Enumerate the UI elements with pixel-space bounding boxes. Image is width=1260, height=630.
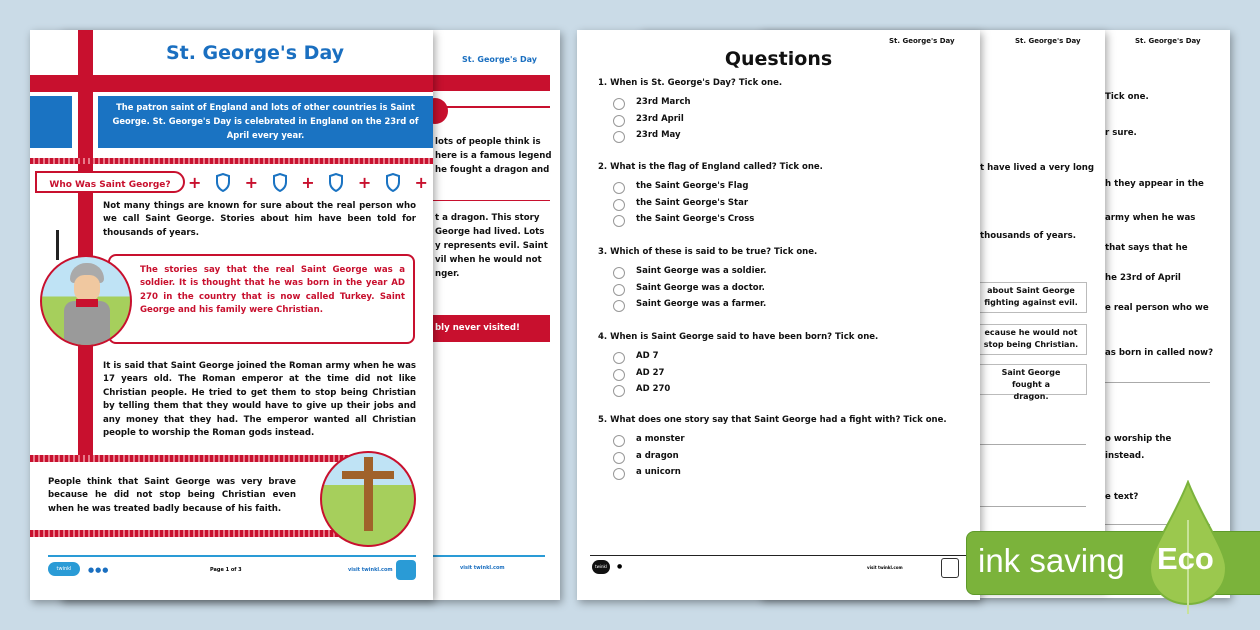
dashed-divider: [30, 158, 433, 164]
shield-icon: [385, 173, 401, 192]
option-label: a monster: [636, 434, 685, 444]
radio-circle[interactable]: [613, 199, 625, 211]
shield-icon: [272, 173, 288, 192]
text-fragment: instead.: [1105, 451, 1145, 461]
page-number: Page 1 of 3: [210, 567, 242, 573]
radio-circle[interactable]: [613, 131, 625, 143]
text-fragment: h they appear in the: [1105, 179, 1204, 189]
option-label: AD 270: [636, 384, 671, 394]
text-fragment: t have lived a very long: [980, 163, 1095, 173]
answer-line: [980, 444, 1086, 445]
text-fragment: here is a famous legend: [435, 151, 552, 161]
option-label: the Saint George's Cross: [636, 214, 755, 224]
paragraph-1: Not many things are known for sure about the real person who we call Saint George. Stories about him have been told for thousands of years.: [103, 201, 416, 238]
flag-vertical-bar: [78, 30, 93, 458]
text-fragment: thousands of years.: [980, 231, 1077, 241]
ink-saving-label: ink saving: [978, 542, 1125, 579]
cross-icon: +: [244, 172, 259, 192]
text-fragment: vil when he would not: [435, 255, 542, 265]
radio-circle[interactable]: [613, 369, 625, 381]
soldier-illustration: [40, 255, 132, 347]
paragraph-3: People think that Saint George was very brave because he did not stop being Christian even when he was treated badly because of his faith.: [48, 477, 296, 514]
footer-url: visit twinkl.com: [460, 565, 505, 571]
radio-circle[interactable]: [613, 215, 625, 227]
footer-url: visit twinkl.com: [867, 565, 903, 570]
option-label: Saint George was a farmer.: [636, 299, 767, 309]
back-sheet-header: St. George's Day: [462, 55, 537, 64]
twinkl-logo: [48, 562, 80, 576]
question-text: 1. When is St. George's Day? Tick one.: [598, 78, 783, 88]
spear: [56, 230, 59, 260]
radio-circle[interactable]: [613, 452, 625, 464]
text-fragment: that says that he: [1105, 243, 1188, 253]
callout-box: [108, 254, 415, 344]
paragraph-2: It is said that Saint George joined the Roman army when he was 17 years old. The Roman emperor at the time did not like Christian people. He tried to get them to stop being Christian by telling them that they would have to give up their jobs and any money that they had. The emperor wanted all Christian people to worship the Roman gods instead.: [103, 361, 416, 439]
text-fragment: t a dragon. This story: [435, 213, 540, 223]
reading-sheet: [30, 30, 433, 600]
footer-url: visit twinkl.com: [348, 567, 393, 573]
option-label: the Saint George's Flag: [636, 181, 749, 191]
text-fragment: r sure.: [1105, 128, 1137, 138]
decoration-row: [188, 171, 428, 193]
intro-text: The patron saint of England and lots of other countries is Saint George. St. George's Day is celebrated in England on the 23rd of April every year.: [112, 102, 419, 140]
text-fragment: e real person who we: [1105, 303, 1209, 313]
eco-label: Eco: [1157, 541, 1214, 576]
option-label: 23rd May: [636, 130, 681, 140]
shield-icon: [215, 173, 231, 192]
text-fragment: lots of people think is: [435, 137, 541, 147]
answer-box: about Saint George fighting against evil.: [975, 282, 1087, 313]
radio-circle[interactable]: [613, 385, 625, 397]
flag-horizontal-bar: [30, 75, 433, 92]
text-fragment: as born in called now?: [1105, 348, 1214, 358]
difficulty-dots: ●●●: [88, 566, 110, 574]
intro-box: [98, 96, 433, 148]
text-fragment: o worship the: [1105, 434, 1172, 444]
dashed-band: [30, 530, 360, 537]
option-label: AD 7: [636, 351, 659, 361]
text-fragment: George had lived. Lots: [435, 227, 545, 237]
radio-circle[interactable]: [613, 300, 625, 312]
cross-icon: +: [414, 172, 428, 192]
question-text: 5. What does one story say that Saint George had a fight with? Tick one.: [598, 415, 947, 425]
option-label: a dragon: [636, 450, 679, 461]
radio-circle[interactable]: [613, 284, 625, 296]
option-label: the Saint George's Star: [636, 197, 749, 208]
text-fragment: Tick one.: [1105, 92, 1149, 102]
text-fragment: army when he was: [1105, 213, 1196, 223]
difficulty-dot: ●: [617, 563, 623, 570]
dashed-band: [30, 455, 360, 462]
radio-circle[interactable]: [613, 267, 625, 279]
answer-line: [1105, 382, 1210, 383]
option-label: Saint George was a doctor.: [636, 282, 765, 293]
radio-circle[interactable]: [613, 115, 625, 127]
radio-circle[interactable]: [613, 352, 625, 364]
footer-line: [48, 555, 416, 557]
sheet-header: St. George's Day: [889, 37, 955, 45]
text-fragment: he 23rd of April: [1105, 273, 1181, 283]
radio-circle[interactable]: [613, 98, 625, 110]
answer-box: ecause he would not stop being Christian.: [975, 324, 1087, 355]
intro-box-left: [30, 96, 72, 148]
answer-box: Saint George fought a dragon.: [975, 364, 1087, 395]
brand-text: twinkl: [595, 564, 607, 569]
option-label: AD 27: [636, 367, 665, 378]
planit-logo: [941, 558, 959, 578]
questions-title: Questions: [724, 48, 833, 70]
text-fragment: y represents evil. Saint: [435, 241, 548, 251]
banner-text: bly never visited!: [435, 323, 520, 333]
callout-text: The stories say that the real Saint George was a soldier. It is thought that he was born in the year AD 270 in the country that is now called Turkey. Saint George and his family were Christian.: [140, 265, 405, 316]
twinkl-logo: [592, 560, 610, 574]
questions-sheet: [577, 30, 980, 600]
planit-logo: [396, 560, 416, 580]
answer-line: [980, 506, 1086, 507]
shield-icon: [328, 173, 344, 192]
text-fragment: he fought a dragon and: [435, 165, 550, 175]
radio-circle[interactable]: [613, 182, 625, 194]
text-fragment: nger.: [435, 269, 460, 279]
radio-circle[interactable]: [613, 468, 625, 480]
cross-icon: +: [188, 172, 202, 192]
option-label: 23rd March: [636, 97, 691, 107]
question-text: 2. What is the flag of England called? Tick one.: [598, 162, 823, 172]
question-text: 3. Which of these is said to be true? Tick one.: [598, 247, 818, 257]
option-label: a unicorn: [636, 467, 681, 477]
option-label: 23rd April: [636, 113, 684, 124]
section-heading: Who Was Saint George?: [49, 180, 171, 190]
question-text: 4. When is Saint George said to have been born? Tick one.: [598, 332, 879, 342]
cross-icon: +: [357, 172, 372, 192]
sheet-title: St. George's Day: [165, 42, 345, 64]
brand-text: twinkl: [56, 566, 72, 572]
cross-illustration: [320, 451, 416, 547]
sheet-header: St. George's Day: [1015, 37, 1081, 45]
section-heading-pill: [35, 171, 185, 193]
text-fragment: e text?: [1105, 492, 1139, 502]
sheet-header: St. George's Day: [1135, 37, 1201, 45]
radio-circle[interactable]: [613, 435, 625, 447]
footer-line: [590, 555, 970, 556]
cross-icon: +: [301, 172, 315, 192]
option-label: Saint George was a soldier.: [636, 266, 767, 276]
